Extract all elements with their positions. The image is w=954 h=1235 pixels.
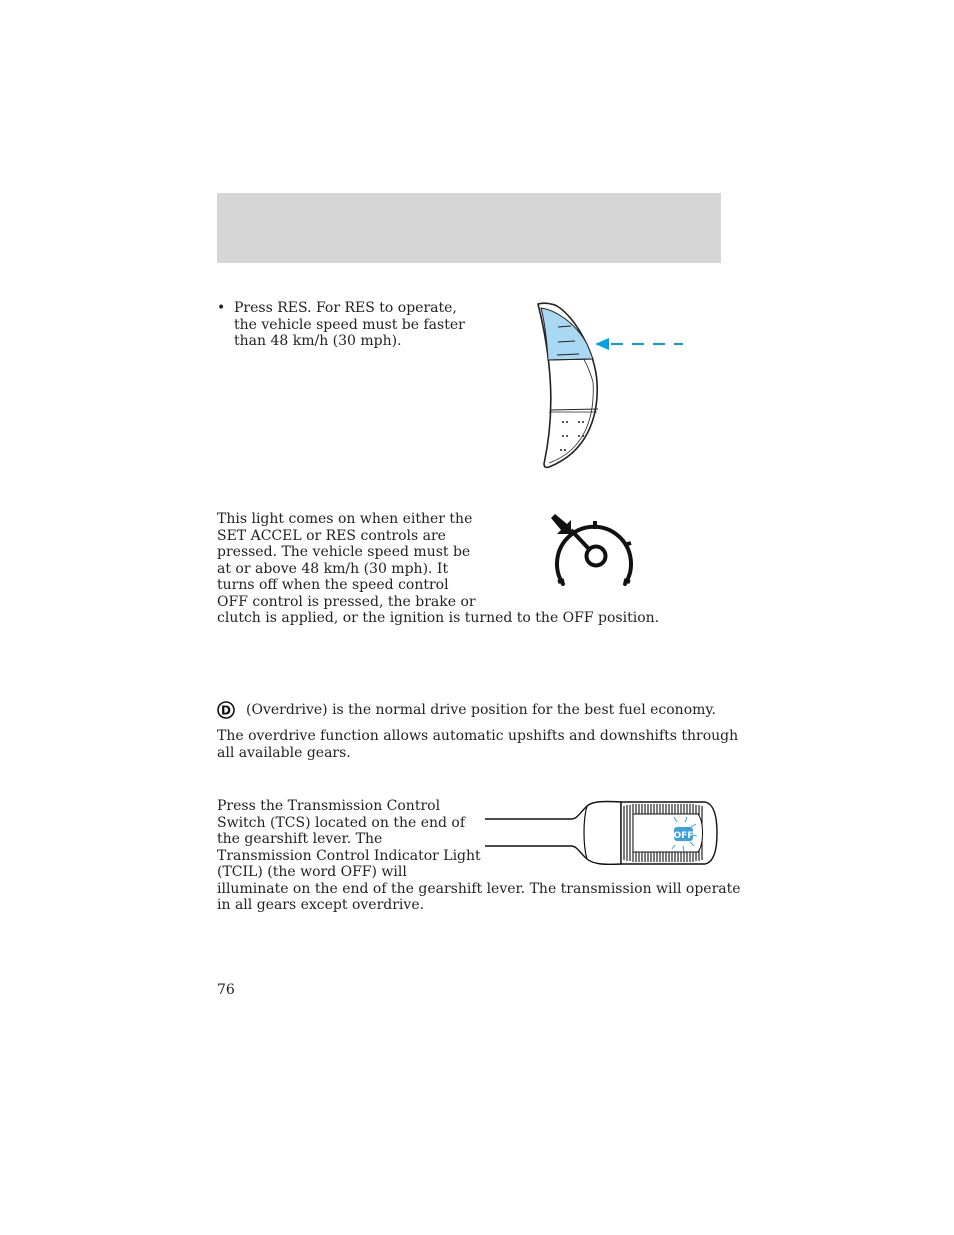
- gauge-tick: [558, 580, 564, 582]
- paragraph-line: Press the Transmission Control: [217, 798, 441, 814]
- overdrive-d-icon: [217, 701, 235, 719]
- bullet-marker: •: [217, 300, 226, 316]
- paragraph-line: clutch is applied, or the ignition is turned to the OFF position.: [217, 610, 660, 626]
- gauge-tick: [624, 543, 631, 545]
- paragraph-line: Switch (TCS) located on the end of: [217, 814, 466, 831]
- gauge-tick: [624, 580, 630, 582]
- gauge-needle: [571, 530, 589, 549]
- speed-control-indicator-icon: [549, 512, 639, 588]
- bullet-text: [234, 300, 477, 350]
- paragraph-line: turns off when the speed control: [217, 577, 449, 593]
- overdrive-function-paragraph: [217, 728, 739, 761]
- paragraph-line: OFF control is pressed, the brake or: [217, 593, 476, 610]
- paragraph-line: all available gears.: [217, 744, 351, 761]
- gearshift-lever-illustration: [483, 800, 718, 866]
- arrow-head-icon: [595, 338, 609, 350]
- overdrive-letter: D: [221, 703, 231, 718]
- paragraph-line: illuminate on the end of the gearshift lever. The transmission will operate: [217, 880, 741, 897]
- needle-pointer-icon: [551, 514, 571, 534]
- paragraph-line: Transmission Control Indicator Light: [217, 847, 481, 864]
- paragraph-line: This light comes on when either the: [217, 511, 473, 527]
- paragraph-line: the gearshift lever. The: [217, 831, 383, 847]
- res-bullet: [217, 300, 477, 350]
- bullet-line: Press RES. For RES to operate,: [234, 300, 457, 316]
- dashed-arrow: [595, 338, 683, 350]
- lever-shaft: [485, 801, 621, 864]
- paragraph-line: at or above 48 km/h (30 mph). It: [217, 560, 449, 577]
- bullet-line: the vehicle speed must be faster: [234, 316, 465, 333]
- overdrive-text: (Overdrive) is the normal drive position for the best fuel economy.: [246, 702, 716, 718]
- gauge-center: [587, 547, 606, 566]
- header-band: [217, 193, 721, 263]
- paragraph-line: in all gears except overdrive.: [217, 897, 425, 913]
- paragraph-line: pressed. The vehicle speed must be: [217, 544, 471, 560]
- tcil-off-label: OFF: [673, 831, 694, 841]
- paragraph-line: (TCIL) (the word OFF) will: [217, 864, 407, 880]
- paragraph-line: The overdrive function allows automatic upshifts and downshifts through: [217, 728, 739, 744]
- paragraph-line: SET ACCEL or RES controls are: [217, 527, 446, 544]
- page-number: 76: [217, 982, 235, 998]
- steering-control-illustration: [535, 302, 690, 472]
- bullet-line: than 48 km/h (30 mph).: [234, 333, 402, 349]
